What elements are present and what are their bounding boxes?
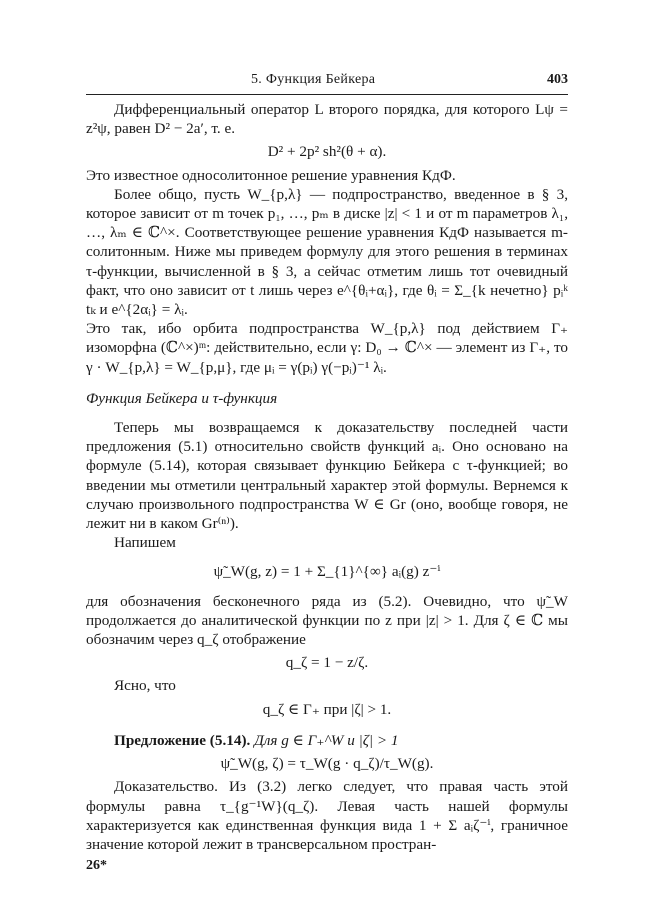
signature-mark: 26* [86, 858, 107, 873]
equation-3: q_ζ = 1 − z/ζ. [285, 654, 369, 672]
paragraph-8: Ясно, что [114, 677, 176, 695]
equation-2: ψ̃_W(g, z) = 1 + Σ_{1}^{∞} aᵢ(g) z⁻ⁱ [213, 563, 441, 581]
proposition [86, 731, 568, 750]
paragraph-5: Теперь мы возвращаемся к доказательству последней части предложения (5.1) относительно свойств функций aᵢ. Оно основано на формуле (5.14), которая связывает функцию Бейкера с τ-функцией; во введении мы отметили центральный характер этой формулы. Вернемся к случаю произвольного подпространства W ∈ Gr (оно, вообще говоря, не лежит ни в каком Gr⁽ⁿ⁾). [86, 419, 568, 533]
proposition-label: Предложение (5.14). [114, 731, 251, 749]
header-title: 5. Функция Бейкера [251, 72, 376, 87]
paragraph-3: Более общо, пусть W_{p,λ} — подпространство, введенное в § 3, которое зависит от m точек p₁, …, pₘ в диске |z| < 1 и от m параметров λ₁, …, λₘ ∈ ℂ^×. Соответствующее решение уравнения КдФ называется m-солитонным. Ниже мы приведем формулу для этого решения в терминах τ-функции, вычисленной в § 3, а сейчас отметим лишь тот очевидный факт, что оно зависит от t лишь через e^{θᵢ+αᵢ}, где θᵢ = Σ_{k нечетно} pᵢᵏ tₖ и e^{2αᵢ} = λᵢ. [86, 185, 568, 319]
equation-4: q_ζ ∈ Γ₊ при |ζ| > 1. [262, 700, 392, 718]
equation-5: ψ̃_W(g, ζ) = τ_W(g · q_ζ)/τ_W(g). [220, 755, 434, 773]
paragraph-9: Доказательство. Из (3.2) легко следует, что правая часть этой формулы равна τ_{g⁻¹W}(q_ζ). Левая часть нашей формулы характеризуется как единственная функция вида 1 + Σ aᵢζ⁻ⁱ, граничное значение которой лежит в трансверсальном простран- [86, 778, 568, 853]
page-body [86, 100, 568, 854]
page-number: 403 [547, 72, 568, 87]
proposition-text: Для g ∈ Γ₊^W и |ζ| > 1 [254, 731, 399, 749]
equation-1: D² + 2p² sh²(θ + α). [267, 143, 387, 161]
running-header [86, 70, 568, 95]
paragraph-4: Это так, ибо орбита подпространства W_{p,λ} под действием Γ₊ изоморфна (ℂ^×)ᵐ: действительно, если γ: D₀ → ℂ^× — элемент из Γ₊, то γ · W_{p,λ} = W_{p,μ}, где μᵢ = γ(pᵢ) γ(−pᵢ)⁻¹ λᵢ. [86, 320, 568, 376]
paragraph-2: Это известное односолитонное решение уравнения КдФ. [86, 166, 456, 184]
paragraph-6: Напишем [114, 534, 176, 552]
paragraph-1: Дифференциальный оператор L второго порядка, для которого Lψ = z²ψ, равен D² − 2a′, т. е. [86, 101, 568, 138]
paragraph-7: для обозначения бесконечного ряда из (5.2). Очевидно, что ψ̃_W продолжается до аналитической функции по z при |z| > 1. Для ζ ∈ ℂ мы обозначим через q_ζ отображение [86, 592, 568, 649]
section-heading: Функция Бейкера и τ-функция [86, 389, 278, 407]
